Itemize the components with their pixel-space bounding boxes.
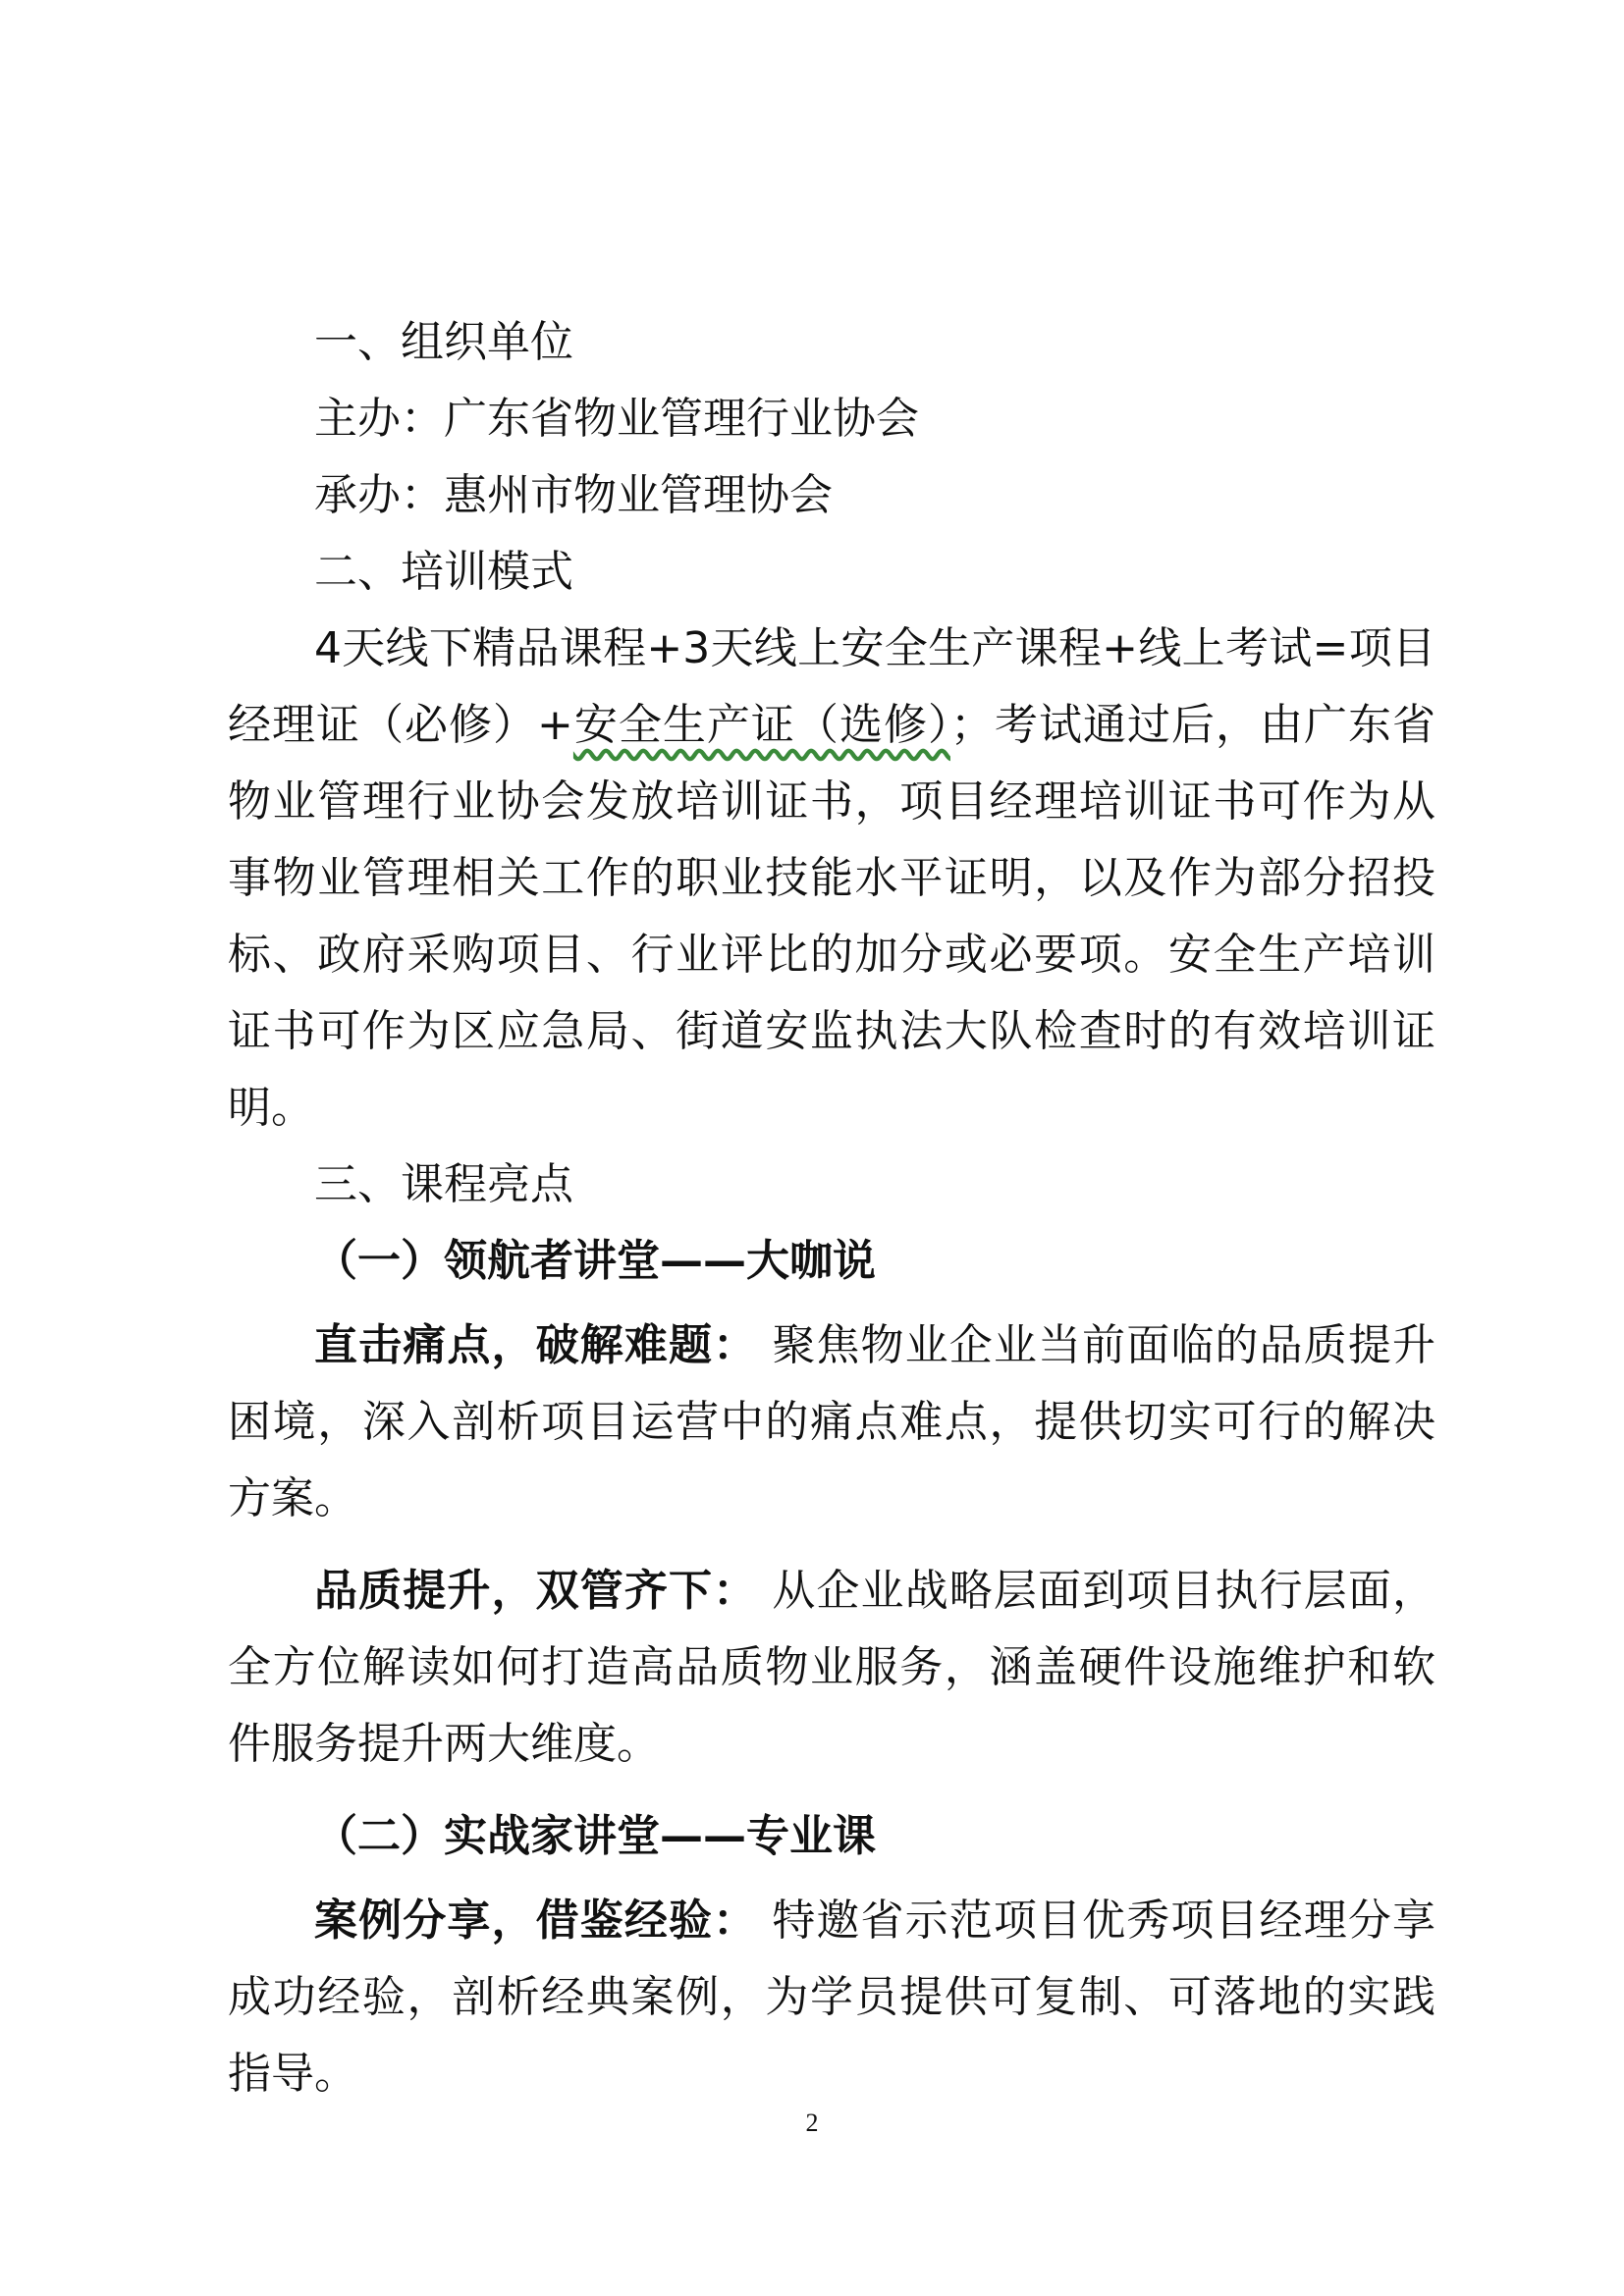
training-mode-text-a: 4天线下精品课程+3天线上安全生产课程+线上考试=项目经理证（必修）+ [228, 623, 1435, 750]
highlight-3-text: 特邀省示范项目优秀项目经理分享成功经验，剖析经典案例，为学员提供可复制、可落地的实践指导。 [228, 1896, 1435, 2099]
organizer-line: 承办：惠州市物业管理协会 [314, 470, 833, 520]
subheading-leader-lectures: （一）领航者讲堂——大咖说 [314, 1236, 876, 1286]
document-body [228, 304, 1435, 2112]
highlight-2-title: 品质提升，双管齐下： [314, 1566, 758, 1616]
section-heading-training-mode: 二、培训模式 [314, 547, 573, 597]
training-mode-paragraph [228, 611, 1435, 1147]
highlight-2-text: 从企业战略层面到项目执行层面，全方位解读如何打造高品质物业服务，涵盖硬件设施维护和软件服务提升两大维度。 [228, 1566, 1435, 1769]
training-mode-text-b: 安全生产证（选修） [572, 700, 950, 750]
page-number: 2 [805, 2109, 819, 2137]
highlight-paragraph-2 [228, 1553, 1435, 1783]
host-line: 主办：广东省物业管理行业协会 [314, 394, 919, 444]
training-mode-text-c: ；考试通过后，由广东省物业管理行业协会发放培训证书，项目经理培训证书可作为从事物业管理相关工作的职业技能水平证明，以及作为部分招投标、政府采购项目、行业评比的加分或必要项。安全生产培训证书可作为区应急局、街道安监执法大队检查时的有效培训证明。 [228, 700, 1435, 1133]
subheading-practitioner-lectures: （二）实战家讲堂——专业课 [314, 1811, 876, 1861]
highlight-3-title: 案例分享，借鉴经验： [314, 1896, 758, 1946]
section-heading-organizers: 一、组织单位 [314, 317, 573, 367]
highlight-1-title: 直击痛点，破解难题： [314, 1320, 758, 1370]
section-heading-highlights: 三、课程亮点 [314, 1159, 573, 1209]
highlight-1-text: 聚焦物业企业当前面临的品质提升困境，深入剖析项目运营中的痛点难点，提供切实可行的解决方案。 [228, 1320, 1435, 1523]
highlight-paragraph-3 [228, 1883, 1435, 2112]
highlight-paragraph-1 [228, 1308, 1435, 1537]
